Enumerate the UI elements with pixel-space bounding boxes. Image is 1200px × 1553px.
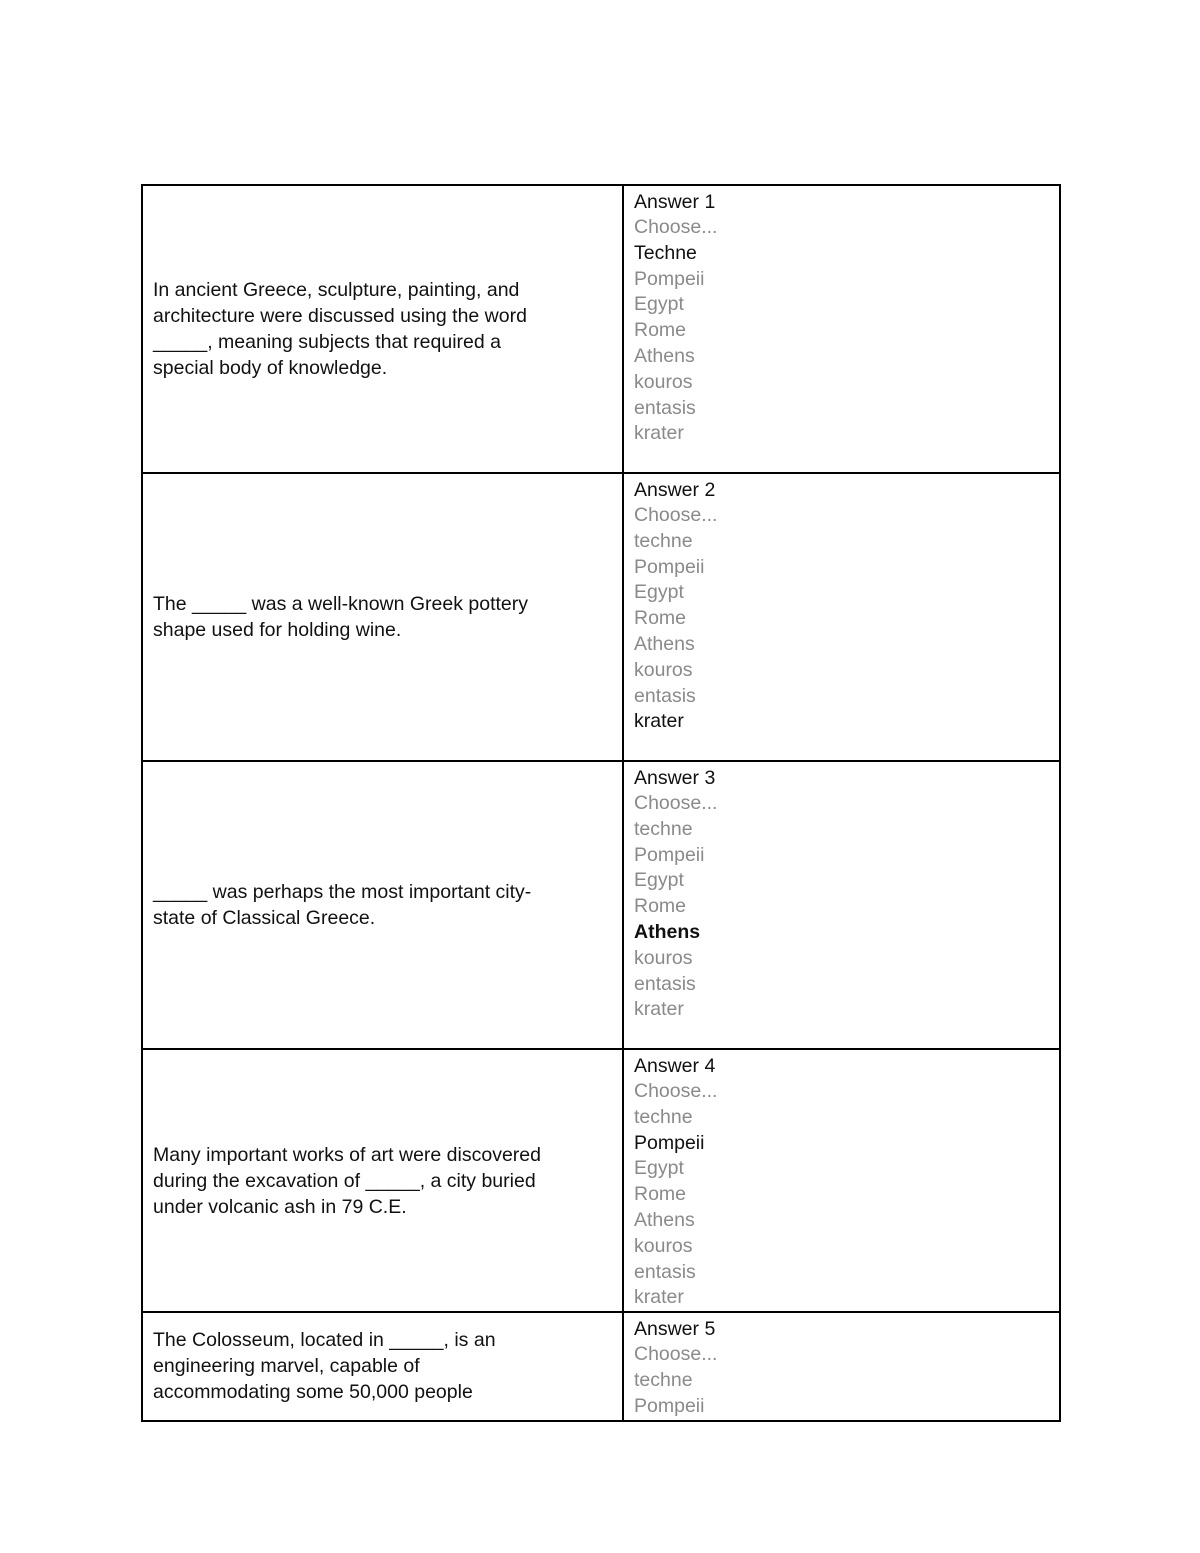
answer-options-5[interactable] — [634, 1342, 1049, 1419]
option[interactable]: Egypt — [634, 869, 684, 892]
option[interactable]: Techne — [634, 241, 697, 264]
question-row-5 — [142, 1312, 1060, 1420]
quiz-table — [141, 184, 1061, 1422]
question-row-3 — [142, 761, 1060, 1049]
option[interactable]: krater — [634, 1286, 684, 1309]
option[interactable]: Rome — [634, 607, 687, 630]
question-cell-4 — [142, 1049, 623, 1312]
answer-label-3: Answer 3 — [634, 767, 716, 789]
option[interactable]: Pompeii — [634, 843, 705, 866]
answer-options-4[interactable] — [634, 1079, 1049, 1311]
question-cell-2 — [142, 473, 623, 761]
answer-cell-2 — [623, 473, 1060, 761]
answer-cell-1 — [623, 185, 1060, 473]
option[interactable]: kouros — [634, 658, 693, 681]
option[interactable]: techne — [634, 817, 693, 840]
option[interactable]: Egypt — [634, 581, 684, 604]
option[interactable]: krater — [634, 710, 684, 733]
option[interactable]: krater — [634, 998, 684, 1021]
option[interactable]: techne — [634, 1105, 693, 1128]
question-cell-3 — [142, 761, 623, 1049]
answer-options-2[interactable] — [634, 503, 1049, 735]
option[interactable]: techne — [634, 529, 693, 552]
option[interactable]: Athens — [634, 632, 695, 655]
question-text-1: In ancient Greece, sculpture, painting, and architecture were discussed using the word _____, meaning subjects that required a special body of knowledge. — [153, 279, 527, 379]
answer-options-3[interactable] — [634, 791, 1049, 1023]
option[interactable]: krater — [634, 422, 684, 445]
answer-label-5: Answer 5 — [634, 1318, 716, 1341]
answer-label-1: Answer 1 — [634, 191, 716, 213]
option[interactable]: Rome — [634, 1183, 687, 1206]
option[interactable]: kouros — [634, 1234, 693, 1257]
answer-cell-3 — [623, 761, 1060, 1049]
answer-cell-5 — [623, 1312, 1060, 1420]
question-row-4 — [142, 1049, 1060, 1312]
question-text-2: The _____ was a well-known Greek pottery shape used for holding wine. — [153, 593, 529, 641]
option[interactable]: entasis — [634, 396, 696, 419]
option[interactable]: Pompeii — [634, 1394, 705, 1417]
option[interactable]: entasis — [634, 684, 696, 707]
question-cell-5 — [142, 1312, 623, 1420]
option[interactable]: entasis — [634, 972, 696, 995]
option[interactable]: entasis — [634, 1260, 696, 1283]
answer-label-4: Answer 4 — [634, 1055, 716, 1077]
option[interactable]: Egypt — [634, 293, 684, 316]
question-text-3: _____ was perhaps the most important city- state of Classical Greece. — [153, 881, 532, 929]
question-text-4: Many important works of art were discovered during the excavation of _____, a city buried under volcanic ash in 79 C.E. — [153, 1143, 541, 1218]
question-text-5: The Colosseum, located in _____, is an engineering marvel, capable of accommodating some 50,000 people — [153, 1329, 496, 1404]
option[interactable]: Rome — [634, 895, 687, 918]
option[interactable]: Choose... — [634, 1343, 718, 1366]
option[interactable]: Athens — [634, 344, 695, 367]
answer-options-1[interactable] — [634, 215, 1049, 447]
option[interactable]: Pompeii — [634, 555, 705, 578]
option[interactable]: techne — [634, 1368, 693, 1391]
option[interactable]: kouros — [634, 370, 693, 393]
option[interactable]: Choose... — [634, 792, 718, 814]
option[interactable]: Pompeii — [634, 267, 705, 290]
option[interactable]: Choose... — [634, 216, 718, 238]
question-cell-1 — [142, 185, 623, 473]
question-row-1 — [142, 185, 1060, 473]
option[interactable]: Pompeii — [634, 1131, 705, 1154]
option[interactable]: kouros — [634, 946, 693, 969]
option[interactable]: Athens — [634, 920, 701, 943]
answer-cell-4 — [623, 1049, 1060, 1312]
question-row-2 — [142, 473, 1060, 761]
option[interactable]: Choose... — [634, 504, 718, 526]
option[interactable]: Athens — [634, 1208, 695, 1231]
option[interactable]: Egypt — [634, 1157, 684, 1180]
option[interactable]: Rome — [634, 319, 687, 342]
option[interactable]: Choose... — [634, 1080, 718, 1102]
answer-label-2: Answer 2 — [634, 479, 716, 501]
